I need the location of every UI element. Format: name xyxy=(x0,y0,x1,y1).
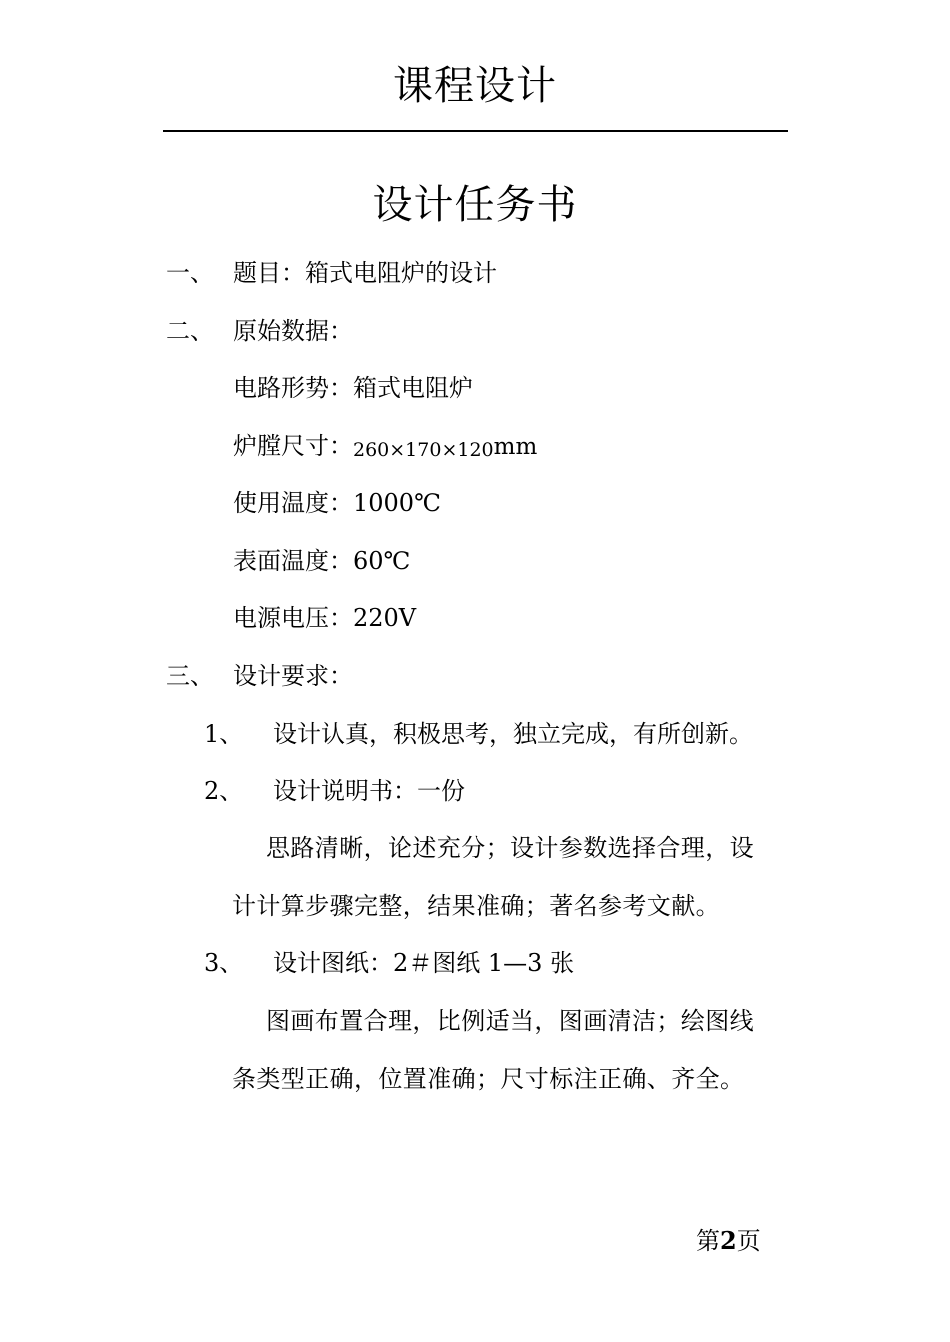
requirement-2-paragraph-line-1: 思路清晰，论述充分；设计参数选择合理，设 xyxy=(266,834,754,862)
surface-temp-row xyxy=(233,549,410,573)
page-prefix: 第 xyxy=(696,1227,720,1255)
use-temp-value: 1000℃ xyxy=(353,489,441,517)
header-divider xyxy=(163,130,788,132)
chamber-label: 炉膛尺寸： xyxy=(233,432,353,460)
surface-temp-label: 表面温度： xyxy=(233,547,353,575)
requirement-3-paragraph-line-1: 图画布置合理，比例适当，图画清洁；绘图线 xyxy=(266,1007,754,1035)
requirement-3-paragraph-line-2: 条类型正确，位置准确；尺寸标注正确、齐全。 xyxy=(232,1065,745,1093)
page-suffix: 页 xyxy=(736,1227,761,1255)
requirement-3-marker: 3、 xyxy=(204,949,244,977)
chamber-value: 260×170×120 xyxy=(353,439,494,461)
circuit-label: 电路形势： xyxy=(233,374,353,402)
section-2-text: 原始数据： xyxy=(233,317,353,345)
use-temp-row xyxy=(233,491,441,515)
page-footer xyxy=(696,1226,761,1255)
requirement-2-paragraph-line-2: 计计算步骤完整，结果准确；著名参考文献。 xyxy=(232,892,720,920)
section-2-marker: 二、 xyxy=(166,317,214,345)
voltage-value: 220V xyxy=(353,604,417,632)
section-1-marker: 一、 xyxy=(166,259,214,287)
header-title: 课程设计 xyxy=(393,63,557,109)
circuit-row xyxy=(233,376,473,400)
requirement-2-marker: 2、 xyxy=(204,777,244,805)
circuit-value: 箱式电阻炉 xyxy=(353,374,473,402)
section-3-marker: 三、 xyxy=(166,662,214,690)
document-title: 设计任务书 xyxy=(372,182,578,228)
chamber-row xyxy=(233,434,537,459)
chamber-unit: mm xyxy=(493,434,538,460)
section-3-text: 设计要求： xyxy=(233,662,353,690)
requirement-1-text: 设计认真，积极思考，独立完成，有所创新。 xyxy=(273,720,753,748)
voltage-row xyxy=(233,606,416,630)
requirement-2-text: 设计说明书：一份 xyxy=(273,777,465,805)
requirement-1-marker: 1、 xyxy=(204,720,244,748)
section-1-text: 题目：箱式电阻炉的设计 xyxy=(233,259,497,287)
surface-temp-value: 60℃ xyxy=(353,547,411,575)
use-temp-label: 使用温度： xyxy=(233,489,353,517)
requirement-3-text: 设计图纸：2＃图纸 1—3 张 xyxy=(273,949,575,977)
page-number: 2 xyxy=(720,1226,737,1255)
voltage-label: 电源电压： xyxy=(233,604,353,632)
